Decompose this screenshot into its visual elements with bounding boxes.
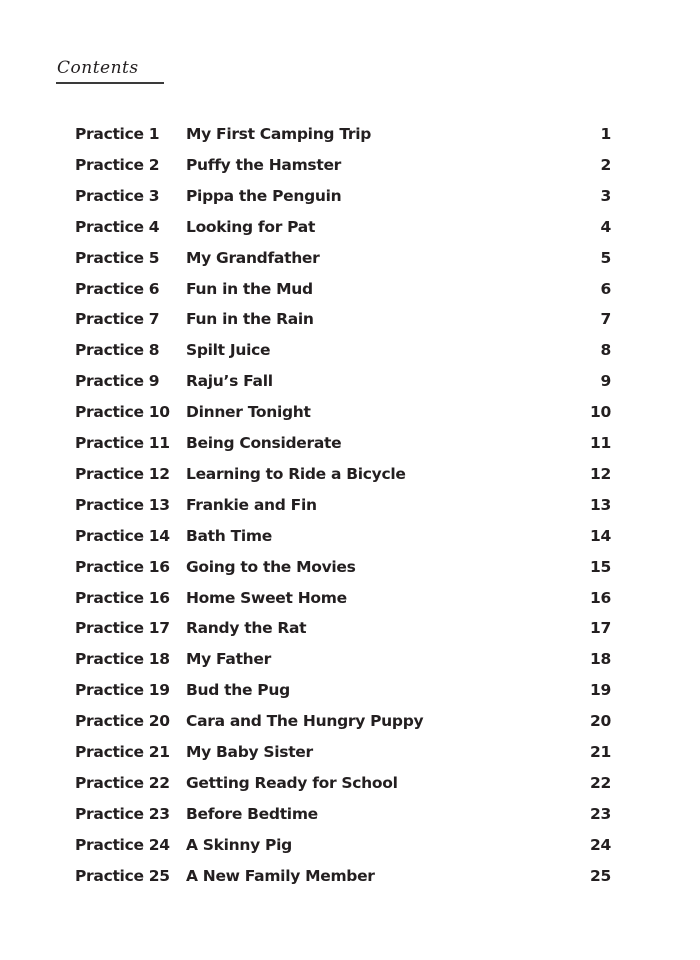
toc-entry[interactable] (0, 341, 700, 365)
toc-entry-title: Going to the Movies (186, 557, 356, 576)
toc-entry-title: My Grandfather (186, 248, 320, 267)
toc-entry-title: Pippa the Penguin (186, 186, 342, 205)
toc-entry-page: 18 (590, 650, 611, 669)
toc-entry-label: Practice 7 (75, 310, 160, 329)
toc-entry-label: Practice 24 (75, 835, 170, 854)
toc-entry-label: Practice 5 (75, 248, 160, 267)
toc-entry-title: Puffy the Hamster (186, 155, 342, 174)
toc-entry[interactable] (0, 372, 700, 396)
toc-entry-title: Getting Ready for School (186, 773, 398, 792)
toc-entry-label: Practice 16 (75, 588, 170, 607)
toc-entry-label: Practice 3 (75, 186, 160, 205)
toc-entry-title: Before Bedtime (186, 804, 318, 823)
toc-entry-title: A New Family Member (186, 866, 375, 885)
toc-entry-page: 23 (590, 804, 611, 823)
toc-entry-page: 13 (590, 495, 611, 514)
toc-entry-page: 15 (590, 557, 611, 576)
toc-entry-page: 12 (590, 464, 611, 483)
toc-entry[interactable] (0, 527, 700, 551)
contents-heading: Contents (57, 58, 139, 78)
toc-entry-label: Practice 9 (75, 372, 160, 391)
toc-entry-title: Cara and The Hungry Puppy (186, 712, 424, 731)
toc-entry[interactable] (0, 712, 700, 736)
toc-entry-label: Practice 25 (75, 866, 170, 885)
toc-entry[interactable] (0, 496, 700, 520)
toc-entry-title: Randy the Rat (186, 619, 307, 638)
toc-entry[interactable] (0, 156, 700, 180)
toc-entry-label: Practice 19 (75, 681, 170, 700)
toc-entry[interactable] (0, 867, 700, 891)
toc-entry[interactable] (0, 619, 700, 643)
heading-underline (56, 82, 164, 84)
toc-entry-page: 19 (590, 681, 611, 700)
toc-entry-title: Bath Time (186, 526, 272, 545)
toc-entry[interactable] (0, 187, 700, 211)
toc-entry-page: 5 (600, 248, 611, 267)
toc-entry[interactable] (0, 249, 700, 273)
toc-entry-title: My Father (186, 650, 271, 669)
toc-entry-label: Practice 23 (75, 804, 170, 823)
toc-entry-title: Spilt Juice (186, 341, 271, 360)
toc-entry-title: Learning to Ride a Bicycle (186, 464, 406, 483)
toc-entry-page: 22 (590, 773, 611, 792)
toc-entry[interactable] (0, 743, 700, 767)
toc-entry[interactable] (0, 558, 700, 582)
toc-entry-page: 2 (600, 155, 611, 174)
toc-entry-title: Being Considerate (186, 434, 342, 452)
toc-entry-page: 4 (600, 217, 611, 236)
toc-entry[interactable] (0, 125, 700, 149)
toc-entry-label: Practice 22 (75, 773, 170, 792)
toc-entry[interactable] (0, 465, 700, 489)
toc-entry-label: Practice 6 (75, 279, 160, 298)
toc-entry-label: Practice 20 (75, 712, 170, 731)
toc-entry-label: Practice 4 (75, 217, 160, 236)
toc-entry[interactable] (0, 681, 700, 705)
toc-entry-title: Fun in the Mud (186, 279, 313, 298)
toc-entry-title: Raju’s Fall (186, 372, 273, 391)
toc-entry-page: 10 (590, 403, 611, 422)
toc-entry[interactable] (0, 403, 700, 427)
toc-entry-title: Bud the Pug (186, 681, 290, 700)
toc-entry-label: Practice 1 (75, 125, 160, 143)
toc-entry-title: My First Camping Trip (186, 125, 372, 143)
toc-entry-title: A Skinny Pig (186, 835, 292, 854)
toc-entry-page: 25 (590, 866, 611, 885)
toc-entry[interactable] (0, 836, 700, 860)
toc-entry-page: 21 (590, 743, 611, 761)
toc-entry-page: 24 (590, 835, 611, 854)
toc-entry-label: Practice 12 (75, 464, 170, 483)
toc-entry-label: Practice 21 (75, 743, 170, 761)
toc-entry[interactable] (0, 650, 700, 674)
toc-entry-title: Home Sweet Home (186, 588, 347, 607)
toc-entry-label: Practice 14 (75, 526, 170, 545)
toc-entry-title: Frankie and Fin (186, 495, 317, 514)
toc-entry[interactable] (0, 434, 700, 458)
toc-entry-title: My Baby Sister (186, 743, 313, 761)
toc-entry[interactable] (0, 589, 700, 613)
toc-entry-page: 16 (590, 588, 611, 607)
toc-entry-page: 7 (600, 310, 611, 329)
toc-entry-label: Practice 8 (75, 341, 160, 360)
toc-entry-label: Practice 16 (75, 557, 170, 576)
toc-entry-label: Practice 17 (75, 619, 170, 638)
toc-entry-label: Practice 18 (75, 650, 170, 669)
toc-entry-label: Practice 11 (75, 434, 170, 452)
toc-entry-page: 20 (590, 712, 611, 731)
toc-entry-label: Practice 2 (75, 155, 160, 174)
toc-entry[interactable] (0, 280, 700, 304)
toc-entry-title: Fun in the Rain (186, 310, 314, 329)
toc-entry-page: 9 (600, 372, 611, 391)
toc-entry-page: 17 (590, 619, 611, 638)
toc-entry[interactable] (0, 218, 700, 242)
toc-entry-page: 3 (600, 186, 611, 205)
toc-entry-label: Practice 10 (75, 403, 170, 422)
toc-entry-title: Dinner Tonight (186, 403, 311, 422)
toc-entry-page: 1 (600, 125, 611, 143)
toc-entry-page: 14 (590, 526, 611, 545)
toc-entry-label: Practice 13 (75, 495, 170, 514)
toc-entry[interactable] (0, 805, 700, 829)
toc-entry[interactable] (0, 310, 700, 334)
toc-entry[interactable] (0, 774, 700, 798)
toc-entry-page: 11 (590, 434, 611, 452)
toc-entry-page: 6 (600, 279, 611, 298)
toc-entry-page: 8 (600, 341, 611, 360)
toc-entry-title: Looking for Pat (186, 217, 316, 236)
